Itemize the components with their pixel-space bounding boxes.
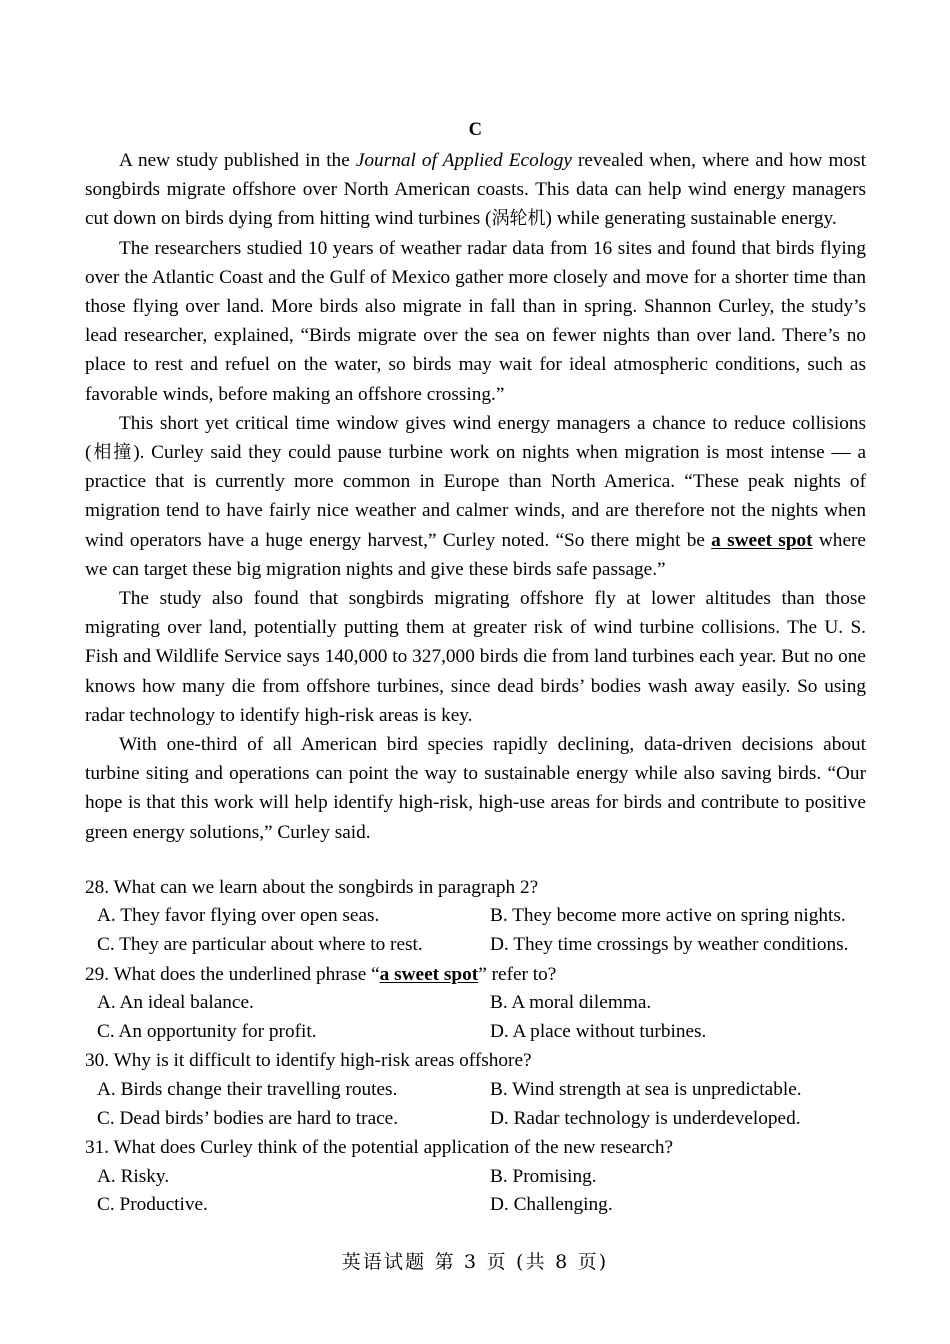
passage-paragraph-2: The researchers studied 10 years of weather radar data from 16 sites and found that birds flying over the Atlantic Coast and the Gulf of Mexico gather more closely and move for a shorter time than those flying over land. More birds also migrate in fall than in spring. Shannon Curley, the study’s lead researcher, explained, “Birds migrate over the sea on fewer nights than over land. There’s no place to rest and refuel on the water, so birds may wait for ideal atmospheric conditions, such as favorable winds, before making an offshore crossing.” — [85, 237, 866, 405]
question-31-option-d[interactable]: D. Challenging. — [490, 1194, 613, 1216]
passage-paragraph-5: With one-third of all American bird species rapidly declining, data-driven decisions about turbine siting and operations can point the way to sustainable energy while also saving birds. “Our hope is that this work will help identify high-risk, high-use areas for birds and contribute to positive green energy solutions,” Curley said. — [85, 734, 866, 843]
question-31-options-row-1 — [85, 1163, 866, 1192]
question-29 — [85, 961, 866, 1047]
question-31-option-b[interactable]: B. Promising. — [490, 1165, 597, 1187]
paragraph-1-text-3: ) while generating sustainable energy. — [545, 208, 837, 230]
question-28-options-row-2 — [85, 931, 866, 960]
paragraph-1-text-1: A new study published in the — [119, 150, 356, 171]
question-31-options-row-2 — [85, 1191, 866, 1220]
question-29-option-a[interactable]: A. An ideal balance. — [97, 992, 254, 1014]
question-31-stem: 31. What does Curley think of the potential application of the new research? — [85, 1137, 674, 1159]
question-29-option-c[interactable]: C. An opportunity for profit. — [97, 1020, 317, 1042]
passage-paragraph-3 — [85, 409, 866, 584]
question-29-underlined-phrase: a sweet spot — [379, 963, 479, 985]
question-31-option-a[interactable]: A. Risky. — [97, 1165, 170, 1187]
question-28-option-c[interactable]: C. They are particular about where to rest. — [97, 934, 423, 956]
paragraph-1-text-2: revealed when, where and how most songbirds migrate offshore over North American coasts. This data can help wind energy managers cut down on birds dying from hitting wind turbines ( — [85, 150, 866, 230]
question-28-option-b[interactable]: B. They become more active on spring nights. — [490, 905, 846, 927]
question-31-option-c[interactable]: C. Productive. — [97, 1194, 208, 1216]
question-28-stem: 28. What can we learn about the songbirds in paragraph 2? — [85, 876, 539, 898]
question-30 — [85, 1047, 866, 1133]
underlined-phrase-a-sweet-spot: a sweet spot — [711, 529, 813, 551]
question-28-option-a[interactable]: A. They favor flying over open seas. — [97, 905, 380, 927]
page-footer: 英语试题 第 3 页 (共 8 页) — [341, 1251, 609, 1273]
passage-paragraph-4: The study also found that songbirds migrating offshore fly at lower altitudes than those migrating over land, potentially putting them at greater risk of wind turbine collisions. The U. S. Fish and Wildlife Service says 140,000 to 327,000 birds die from land turbines each year. But no one knows how many die from offshore turbines, since dead birds’ bodies wash away easily. So using radar technology to identify high-risk areas is key. — [85, 588, 866, 726]
question-29-stem — [85, 961, 866, 990]
question-28-options-row-1 — [85, 902, 866, 931]
paragraph-3-text-1: This short yet critical time window gives wind energy managers a chance to reduce collisions ( — [85, 412, 866, 464]
question-30-option-a[interactable]: A. Birds change their travelling routes. — [97, 1079, 398, 1101]
question-29-options-row-2 — [85, 1018, 866, 1047]
question-30-options-row-1 — [85, 1076, 866, 1105]
questions-section — [85, 874, 866, 1220]
gloss-turbine-chinese: 涡轮机 — [491, 208, 546, 230]
section-letter-heading: C — [468, 120, 483, 140]
page-content — [85, 118, 866, 1221]
reading-passage — [85, 146, 866, 847]
gloss-collision-chinese: 相撞 — [91, 442, 134, 464]
question-30-option-d[interactable]: D. Radar technology is underdeveloped. — [490, 1107, 801, 1129]
question-31 — [85, 1134, 866, 1220]
journal-title: Journal of Applied Ecology — [355, 150, 572, 171]
question-29-stem-before: 29. What does the underlined phrase “ — [85, 963, 380, 985]
question-30-options-row-2 — [85, 1105, 866, 1134]
paragraph-3-text-2: ). Curley said they could pause turbine work on nights when migration is most intense — a practice that is currently more common in Europe than North America. “These peak nights of migration tend to have fairly nice weather and calmer winds, and are therefore not the nights when wind operators have a huge energy harvest,” Curley noted. “So there might be — [85, 442, 867, 551]
question-28 — [85, 874, 866, 960]
question-29-option-b[interactable]: B. A moral dilemma. — [490, 992, 652, 1014]
question-30-option-c[interactable]: C. Dead birds’ bodies are hard to trace. — [97, 1107, 399, 1129]
question-30-option-b[interactable]: B. Wind strength at sea is unpredictable. — [490, 1079, 802, 1101]
question-28-option-d[interactable]: D. They time crossings by weather conditions. — [490, 934, 849, 956]
question-30-stem: 30. Why is it difficult to identify high-risk areas offshore? — [85, 1050, 532, 1072]
question-29-stem-after: ” refer to? — [478, 963, 557, 985]
paragraph-3-text-3: where we can target these big migration nights and give these birds safe passage.” — [85, 529, 866, 580]
question-29-options-row-1 — [85, 989, 866, 1018]
passage-paragraph-1 — [85, 146, 866, 234]
question-29-option-d[interactable]: D. A place without turbines. — [490, 1020, 707, 1042]
